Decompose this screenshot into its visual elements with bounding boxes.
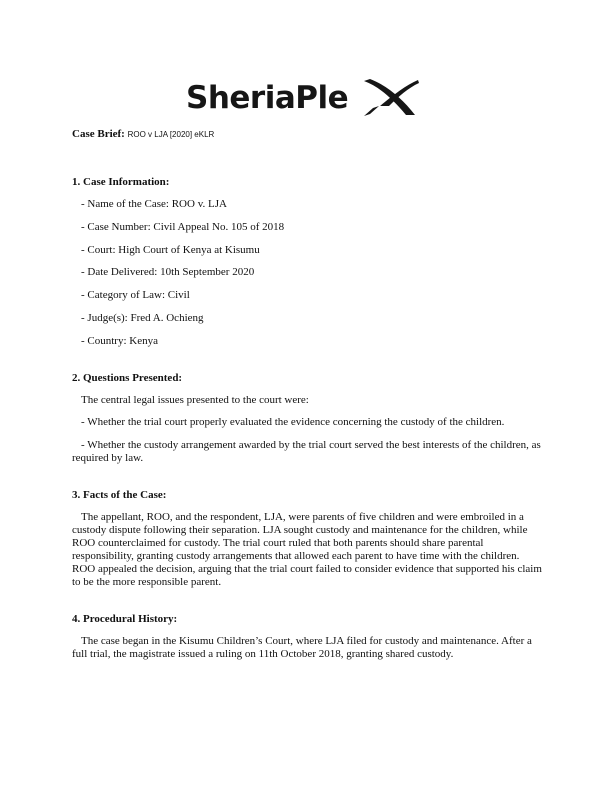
info-item: - Case Number: Civil Appeal No. 105 of 2018 <box>81 220 285 233</box>
procedural-history-section <box>72 613 542 661</box>
info-item: - Date Delivered: 10th September 2020 <box>81 266 255 279</box>
x-mark-icon <box>362 78 420 118</box>
case-brief-label: Case Brief: <box>72 128 125 140</box>
info-item: - Category of Law: Civil <box>81 289 190 302</box>
question-item: - Whether the custody arrangement awarded by the trial court served the best interests of the children, as required by law. <box>72 438 541 464</box>
section-heading: 1. Case Information: <box>72 176 170 188</box>
info-item: - Name of the Case: ROO v. LJA <box>81 198 227 210</box>
questions-intro: The central legal issues presented to the court were: <box>81 393 309 406</box>
case-brief-line <box>72 128 214 140</box>
brand-name: SheriaPle <box>186 80 349 116</box>
section-heading: 4. Procedural History: <box>72 612 178 625</box>
section-heading: 3. Facts of the Case: <box>72 488 167 501</box>
questions-section <box>72 372 542 465</box>
facts-paragraph: The appellant, ROO, and the respondent, LJA, were parents of five children and were embroiled in a custody dispute following their separation. LJA sought custody and maintenance for the children, while ROO counterclaimed for custody. The trial court ruled that both parents should share parental responsibility, granting custody arrangements that allowed each parent to have time with the children. ROO appealed the decision, arguing that the trial court failed to consider evidence that supported his claim to be the more responsible parent. <box>72 510 542 588</box>
case-citation: ROO v LJA [2020] eKLR <box>127 130 215 139</box>
procedural-paragraph: The case began in the Kisumu Children’s Court, where LJA filed for custody and maintenance. After a full trial, the magistrate issued a ruling on 11th October 2018, granting shared custody. <box>72 634 532 660</box>
info-item: - Court: High Court of Kenya at Kisumu <box>81 243 260 256</box>
question-item: - Whether the trial court properly evaluated the evidence concerning the custody of the children. <box>81 416 505 429</box>
brand-logo <box>186 76 426 120</box>
document-body <box>72 176 542 685</box>
info-item: - Country: Kenya <box>81 334 158 347</box>
facts-section <box>72 489 542 589</box>
case-information-section <box>72 176 542 348</box>
section-heading: 2. Questions Presented: <box>72 371 183 384</box>
info-item: - Judge(s): Fred A. Ochieng <box>81 311 204 324</box>
